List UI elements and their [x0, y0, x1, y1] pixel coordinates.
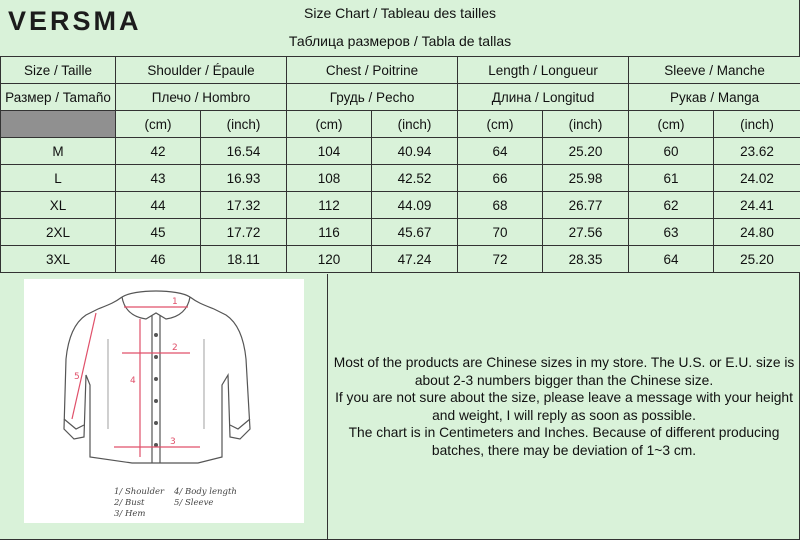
table-cell: 120: [287, 246, 372, 273]
table-cell: 25.20: [543, 138, 629, 165]
table-row: [1, 246, 800, 273]
table-cell: 24.41: [714, 192, 800, 219]
length-header: Length / Longueur: [458, 57, 629, 84]
table-cell: 26.77: [543, 192, 629, 219]
table-cell: 47.24: [372, 246, 458, 273]
table-cell: 64: [629, 246, 714, 273]
table-row: [1, 192, 800, 219]
table-cell: 16.93: [201, 165, 287, 192]
note-line: about 2-3 numbers bigger than the Chinese size.: [414, 372, 714, 388]
table-row: [1, 138, 800, 165]
header-row-1: [1, 57, 800, 84]
sleeve-header: Sleeve / Manche: [629, 57, 800, 84]
table-cell: 72: [458, 246, 543, 273]
marker-body-length: 4: [130, 376, 136, 386]
chest-header: Chest / Poitrine: [287, 57, 458, 84]
table-cell: 63: [629, 219, 714, 246]
legend-hem: 3/ Hem: [114, 509, 146, 519]
units-row: [1, 111, 800, 138]
unit-cell: (inch): [201, 111, 287, 138]
size-label: XL: [1, 192, 116, 219]
table-cell: 62: [629, 192, 714, 219]
shoulder-header: Shoulder / Épaule: [116, 57, 287, 84]
garment-diagram: [24, 279, 304, 523]
header-row-2: [1, 84, 800, 111]
table-cell: 24.80: [714, 219, 800, 246]
size-note-panel: [328, 274, 800, 539]
table-cell: 60: [629, 138, 714, 165]
table-cell: 45: [116, 219, 201, 246]
legend-shoulder: 1/ Shoulder: [114, 487, 165, 497]
size-label: L: [1, 165, 116, 192]
note-line: The chart is in Centimeters and Inches. Because of different producing: [348, 425, 780, 440]
table-cell: 104: [287, 138, 372, 165]
note-line: and weight, I will reply as soon as possible.: [432, 407, 696, 423]
marker-sleeve: 5: [74, 372, 80, 382]
table-cell: 42: [116, 138, 201, 165]
shoulder-header-alt: Плечо / Hombro: [116, 84, 287, 111]
table-cell: 25.20: [714, 246, 800, 273]
table-cell: 68: [458, 192, 543, 219]
note-line: Most of the products are Chinese sizes in my store. The U.S. or E.U. size is: [333, 355, 795, 370]
note-line: batches, there may be deviation of 1~3 cm.: [431, 442, 697, 458]
table-row: [1, 219, 800, 246]
units-corner-cell: [1, 111, 116, 138]
table-cell: 24.02: [714, 165, 800, 192]
table-cell: 44: [116, 192, 201, 219]
size-table: [0, 56, 800, 273]
table-cell: 61: [629, 165, 714, 192]
unit-cell: (cm): [287, 111, 372, 138]
length-header-alt: Длина / Longitud: [458, 84, 629, 111]
marker-hem: 3: [170, 437, 176, 447]
table-cell: 27.56: [543, 219, 629, 246]
table-cell: 44.09: [372, 192, 458, 219]
size-note: [330, 354, 798, 459]
sleeve-header-alt: Рукав / Manga: [629, 84, 800, 111]
unit-cell: (cm): [458, 111, 543, 138]
legend-sleeve: 5/ Sleeve: [174, 498, 214, 508]
legend-body-length: 4/ Body length: [174, 487, 237, 497]
table-cell: 25.98: [543, 165, 629, 192]
size-label: M: [1, 138, 116, 165]
table-row: [1, 165, 800, 192]
title-line-2: Таблица размеров / Tabla de tallas: [288, 33, 512, 49]
size-header-alt: Размер / Tamaño: [1, 84, 116, 111]
size-label: 3XL: [1, 246, 116, 273]
garment-figure-panel: [0, 274, 328, 539]
table-cell: 40.94: [372, 138, 458, 165]
header: [0, 0, 799, 57]
table-cell: 17.72: [201, 219, 287, 246]
unit-cell: (cm): [629, 111, 714, 138]
table-cell: 23.62: [714, 138, 800, 165]
marker-shoulder: 1: [172, 297, 178, 307]
size-header: Size / Taille: [1, 57, 116, 84]
unit-cell: (inch): [372, 111, 458, 138]
table-cell: 108: [287, 165, 372, 192]
table-cell: 28.35: [543, 246, 629, 273]
brand-logo: VERSMA: [8, 6, 142, 36]
table-cell: 42.52: [372, 165, 458, 192]
table-cell: 43: [116, 165, 201, 192]
table-cell: 70: [458, 219, 543, 246]
table-cell: 16.54: [201, 138, 287, 165]
table-cell: 18.11: [201, 246, 287, 273]
table-cell: 45.67: [372, 219, 458, 246]
title-line-1: Size Chart / Tableau des tailles: [304, 5, 496, 21]
table-cell: 112: [287, 192, 372, 219]
table-cell: 17.32: [201, 192, 287, 219]
table-cell: 116: [287, 219, 372, 246]
unit-cell: (inch): [543, 111, 629, 138]
table-cell: 64: [458, 138, 543, 165]
marker-bust: 2: [172, 343, 178, 353]
table-cell: 46: [116, 246, 201, 273]
table-cell: 66: [458, 165, 543, 192]
size-label: 2XL: [1, 219, 116, 246]
note-line: If you are not sure about the size, please leave a message with your height: [335, 390, 793, 405]
chest-header-alt: Грудь / Pecho: [287, 84, 458, 111]
unit-cell: (cm): [116, 111, 201, 138]
unit-cell: (inch): [714, 111, 800, 138]
legend-bust: 2/ Bust: [114, 498, 145, 508]
